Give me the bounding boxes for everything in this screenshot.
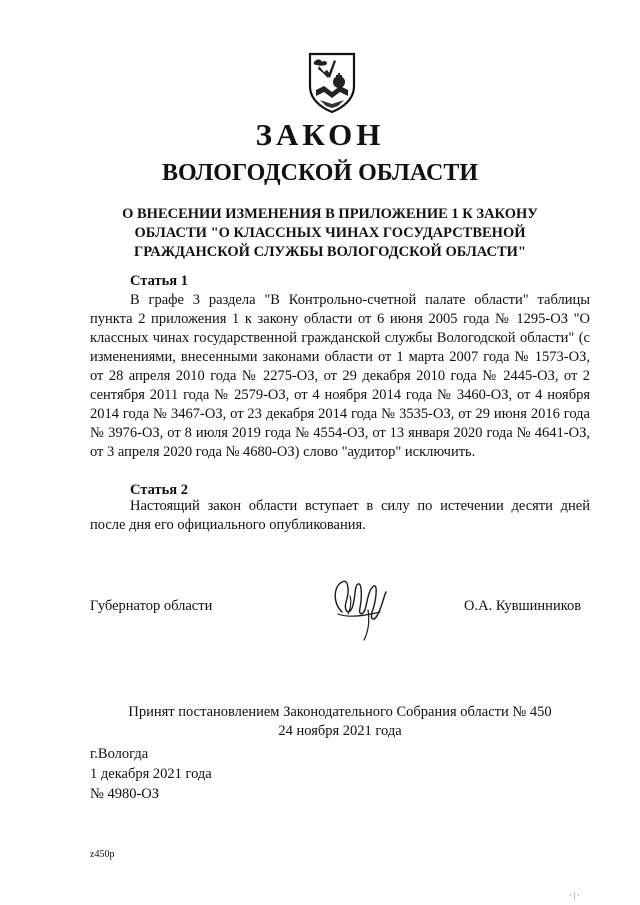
article-2-text: Настоящий закон области вступает в силу по истечении десяти дней после дня его официального опубликования. — [90, 498, 590, 533]
city: г.Вологда — [90, 746, 149, 762]
signature-icon — [328, 572, 390, 644]
adoption-date: 24 ноября 2021 года — [278, 723, 402, 739]
article-2-heading: Статья 2 — [130, 482, 188, 498]
adoption-note — [80, 703, 600, 741]
article-1-text: В графе 3 раздела "В Контрольно-счетной палате области" таблицы пункта 2 приложения 1 к закону области от 6 июня 2005 года № 1295-ОЗ "О классных чинах государственной гражданской службы Вологодской области" (с изменениями, внесенными законами области от 1 марта 2007 года № 1573-ОЗ, от 28 апреля 2010 года № 2275-ОЗ, от 29 декабря 2010 года № 2445-ОЗ, от 2 сентября 2011 года № 2579-ОЗ, от 4 ноября 2014 года № 3460-ОЗ, от 4 ноября 2014 года № 3467-ОЗ, от 23 декабря 2014 года № 3535-ОЗ, от 29 июня 2016 года № 3976-ОЗ, от 8 июля 2019 года № 4554-ОЗ, от 13 января 2020 года № 4641-ОЗ, от 3 апреля 2020 года № 4680-ОЗ) слово "аудитор" исключить. — [90, 292, 590, 460]
governor-title: Губернатор области — [90, 598, 213, 614]
governor-name: О.А. Кувшинников — [464, 598, 582, 614]
place-date-block — [90, 744, 212, 804]
coat-of-arms-icon — [308, 52, 356, 114]
law-name: О ВНЕСЕНИИ ИЗМЕНЕНИЯ В ПРИЛОЖЕНИЕ 1 К ЗАКОНУ ОБЛАСТИ "О КЛАССНЫХ ЧИНАХ ГОСУДАРСТВЕНОЙ ГРАЖДАНСКОЙ СЛУЖБЫ ВОЛОГОДСКОЙ ОБЛАСТИ" — [122, 206, 538, 260]
law-number: № 4980-ОЗ — [90, 786, 160, 802]
signing-date: 1 декабря 2021 года — [90, 766, 212, 782]
corner-mark: · | · — [569, 891, 580, 900]
adoption-line-1: Принят постановлением Законодательного Собрания области № 450 — [128, 704, 552, 720]
law-region: ВОЛОГОДСКОЙ ОБЛАСТИ — [161, 160, 479, 186]
law-title: ЗАКОН — [255, 117, 385, 152]
document-code: z450p — [90, 849, 115, 860]
article-1-heading: Статья 1 — [130, 273, 188, 289]
